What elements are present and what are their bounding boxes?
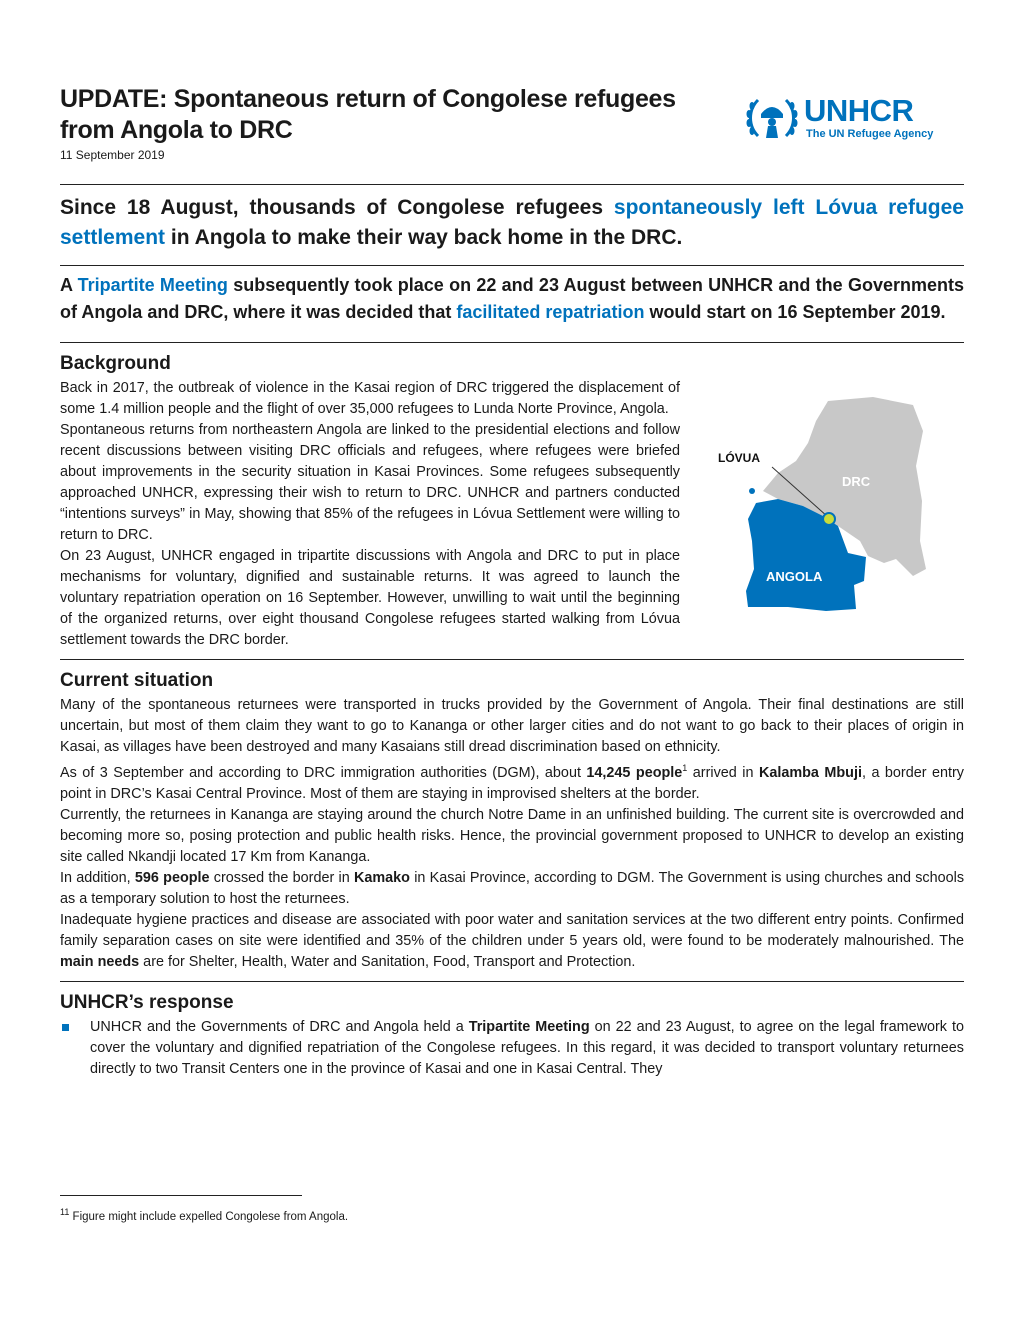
section-background [60, 353, 964, 651]
lead-paragraph-2: A Tripartite Meeting subsequently took place on 22 and 23 August between UNHCR and the Governments of Angola and DRC, where it was decided that facilitated repatriation would start on 16 September 2019. [60, 275, 964, 322]
divider [60, 342, 964, 343]
document-page [60, 84, 964, 1088]
region-map [708, 391, 978, 611]
current-paragraph: Many of the spontaneous returnees were transported in trucks provided by the Government of Angola. Their final destinations are still uncertain, but most of them claim they want to go to Kananga or other larger cities and do not want to go back to their places of origin in Kasai, as villages have been destroyed and many Kasaians still dread discrimination based on ethnicity. [60, 697, 964, 755]
section-heading: UNHCR’s response [60, 991, 234, 1013]
document-title [60, 84, 720, 146]
footnote: $^{11}$ Figure might include expelled Congolese from Angola. [60, 1207, 349, 1223]
section-current-situation [60, 670, 964, 973]
divider [60, 981, 964, 982]
current-paragraph: Currently, the returnees in Kananga are staying around the church Notre Dame in an unfinished building. The current site is overcrowded and becoming more so, posing protection and public health risks. Hence, the provincial government proposed to UNHCR to develop an existing site called Nkandji located 17 Km from Kananga. [60, 806, 964, 865]
document-date: 11 September 2019 [60, 148, 165, 162]
title-line-2: from Angola to DRC [60, 116, 293, 144]
divider [60, 184, 964, 185]
link-spontaneous-departure[interactable]: spontaneously left Lóvua refugee settlement [60, 196, 964, 249]
unhcr-emblem-icon [744, 92, 800, 144]
document-header [60, 84, 964, 184]
lead-paragraph-1: Since 18 August, thousands of Congolese refugees spontaneously left Lóvua refugee settlement in Angola to make their way back home in the DRC. [60, 196, 964, 249]
logo-tagline: The UN Refugee Agency [806, 128, 934, 140]
map-label-angola: ANGOLA [766, 569, 823, 584]
footnote-divider [60, 1195, 302, 1196]
background-paragraph: On 23 August, UNHCR engaged in tripartite discussions with Angola and DRC to put in place mechanisms for voluntary, dignified and sustainable returns. It was agreed to launch the voluntary repatriation operation on 16 September. However, unwilling to wait until the beginning of the organized returns, over eight thousand Congolese refugees started walking from Lóvua settlement towards the DRC border. [60, 548, 680, 648]
unhcr-logo [744, 92, 954, 144]
current-paragraph: Inadequate hygiene practices and disease are associated with poor water and sanitation services at the two different entry points. Confirmed family separation cases on site were identified and 35% of the children under 5 years old, were found to be moderately malnourished. The main needs are for Shelter, Health, Water and Sanitation, Food, Transport and Protection. [60, 911, 964, 970]
lovua-location-marker [823, 513, 835, 525]
coastal-marker [749, 488, 755, 494]
section-heading: Background [60, 353, 171, 374]
current-paragraph: As of 3 September and according to DRC immigration authorities (DGM), about 14,245 people$^1$ arrived in Kalamba Mbuji, a border entry point in DRC’s Kasai Central Province. Most of them are staying in improvised shelters at the border. [60, 763, 964, 802]
section-heading: Current situation [60, 670, 214, 691]
footnote-mark: 11 [60, 1207, 70, 1217]
square-bullet-icon [62, 1024, 69, 1031]
list-item: UNHCR and the Governments of DRC and Angola held a Tripartite Meeting on 22 and 23 August, to agree on the legal framework to cover the voluntary and dignified repatriation of the Congolese refugees. In this regard, it was decided to transport voluntary returnees directly to two Transit Centers one in the province of Kasai and one in Kasai Central. They [60, 1017, 964, 1080]
map-label-drc: DRC [842, 474, 871, 489]
logo-wordmark: UNHCR [804, 93, 914, 128]
link-facilitated-repatriation[interactable]: facilitated repatriation [456, 302, 645, 322]
response-list [60, 1017, 964, 1080]
divider [60, 659, 964, 660]
title-line-1: UPDATE: Spontaneous return of Congolese refugees [60, 85, 676, 113]
footnote-reference[interactable]: 1 [682, 763, 688, 773]
section-unhcr-response [60, 992, 964, 1080]
link-tripartite-meeting[interactable]: Tripartite Meeting [77, 275, 228, 295]
background-paragraph: Back in 2017, the outbreak of violence in the Kasai region of DRC triggered the displacement of some 1.4 million people and the flight of over 35,000 refugees to Lunda Norte Province, Angola. [60, 380, 680, 417]
background-text [60, 378, 680, 651]
background-paragraph: Spontaneous returns from northeastern Angola are linked to the presidential elections and follow recent discussions between visiting DRC officials and refugees, where refugees were briefed about improvements in the security situation in Kasai Provinces. Some refugees subsequently approached UNHCR, expressing their wish to return to DRC. UNHCR and partners conducted “intentions surveys” in May, showing that 85% of the refugees in Lóvua Settlement were willing to return to DRC. [60, 422, 680, 543]
current-paragraph: In addition, 596 people crossed the border in Kamako in Kasai Province, according to DGM. The Government is using churches and schools as a temporary solution to host the returnees. [60, 869, 965, 907]
divider [60, 265, 964, 266]
map-label-lovua: LÓVUA [718, 451, 760, 465]
